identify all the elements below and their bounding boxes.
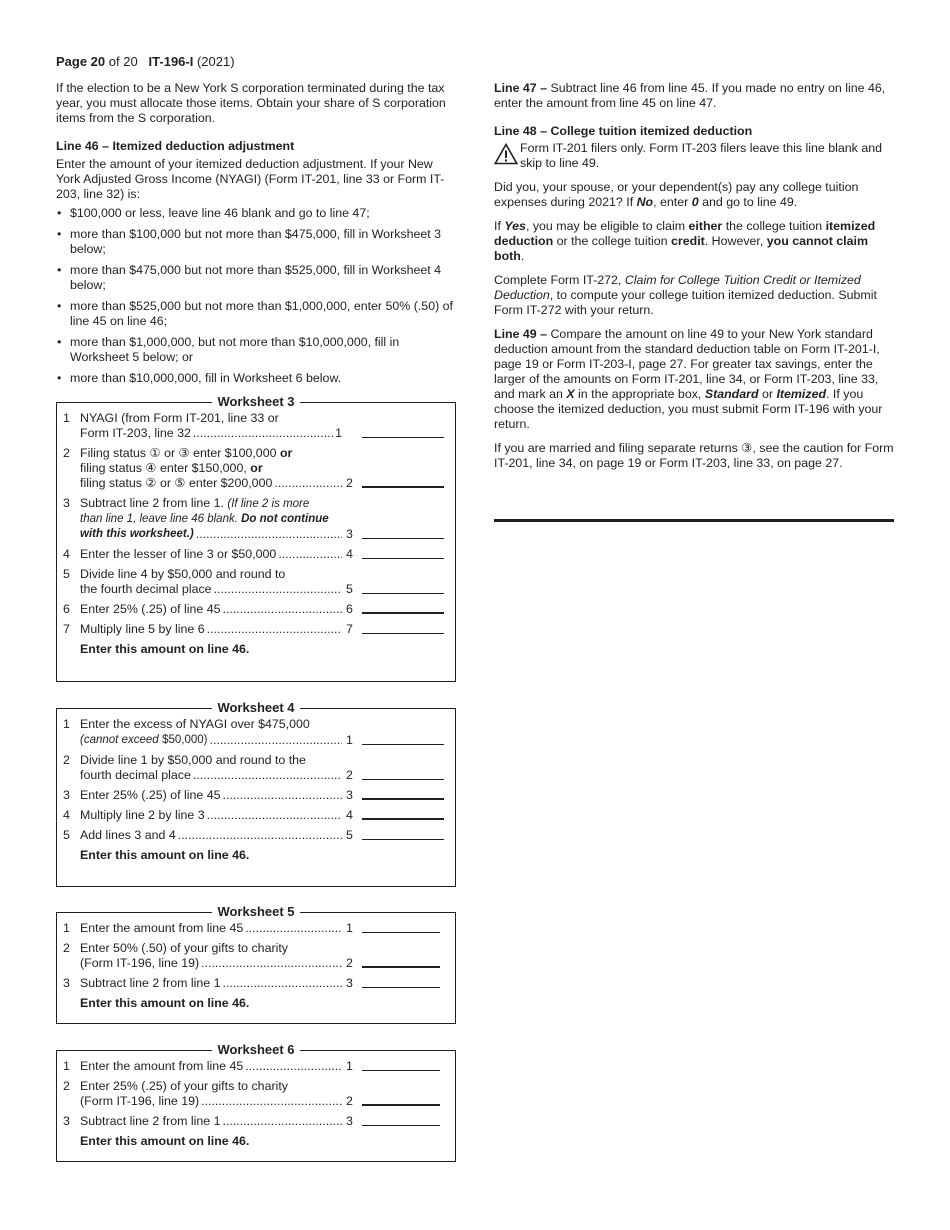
- s-corp-intro: If the election to be a New York S corporation terminated during the tax year, you must allocate those items. Obtain your share of S corporation items from the S corporation.: [56, 81, 446, 125]
- bullet-item: • more than $100,000 but not more than $475,000, fill in Worksheet 3 below;: [56, 227, 456, 257]
- worksheet-line: 2 Enter 25% (.25) of your gifts to charity (Form IT-196, line 19) ..... 2: [63, 1079, 449, 1109]
- amount-entry[interactable]: [362, 965, 440, 968]
- tuition-question: Did you, your spouse, or your dependent(s) pay any college tuition expenses during 2021? If No, enter 0 and go to line 49.: [494, 180, 859, 209]
- warning-triangle-icon: [494, 141, 520, 169]
- worksheet-4: [56, 700, 456, 887]
- worksheet-line: 4 Multiply line 2 by line 3 ..... 4: [63, 808, 449, 823]
- line48-heading: Line 48 – College tuition itemized deduction: [494, 124, 753, 138]
- enter-on-line-46: Enter this amount on line 46.: [80, 1134, 250, 1148]
- nyagi-bullets: [56, 206, 456, 386]
- amount-entry[interactable]: [362, 1069, 440, 1071]
- worksheet-line: 4 Enter the lesser of line 3 or $50,000 ..... 4: [63, 547, 449, 562]
- worksheet-line: 2 Divide line 1 by $50,000 and round to the fourth decimal place ..... 2: [63, 753, 449, 783]
- worksheet-6: [56, 1042, 456, 1162]
- it272-paragraph: Complete Form IT-272, Claim for College Tuition Credit or Itemized Deduction, to compute your college tuition itemized deduction. Submit Form IT-272 with your return.: [494, 273, 877, 317]
- worksheet-line: 3 Subtract line 2 from line 1. (If line 2 is more than line 1, leave line 46 blank. Do not continue with this worksheet.) ..... 3: [63, 496, 449, 542]
- bullet-item: • more than $525,000 but not more than $1,000,000, enter 50% (.50) of line 45 on line 46;: [56, 299, 456, 329]
- page-number: Page 20: [56, 54, 106, 69]
- section-end-rule: [494, 519, 894, 522]
- amount-entry[interactable]: [362, 632, 444, 634]
- worksheet-line: 2 Enter 50% (.50) of your gifts to charity (Form IT-196, line 19) ..... 2: [63, 941, 449, 971]
- worksheet-line: 6 Enter 25% (.25) of line 45 ..... 6: [63, 602, 449, 617]
- worksheet-line: 7 Multiply line 5 by line 6 ..... 7: [63, 622, 449, 637]
- amount-entry[interactable]: [362, 838, 444, 840]
- worksheet-line: 3 Enter 25% (.25) of line 45 ..... 3: [63, 788, 449, 803]
- worksheet-title: Worksheet 5: [212, 904, 299, 919]
- amount-entry[interactable]: [362, 986, 440, 988]
- form-number: IT-196-I: [148, 54, 194, 69]
- amount-entry[interactable]: [362, 1124, 440, 1126]
- worksheet-line: 1 Enter the excess of NYAGI over $475,000 (cannot exceed $50,000) ..... 1: [63, 717, 449, 748]
- enter-on-line-46: Enter this amount on line 46.: [80, 848, 250, 862]
- worksheet-line: 5 Divide line 4 by $50,000 and round to the fourth decimal place ..... 5: [63, 567, 449, 597]
- amount-entry[interactable]: [362, 1103, 440, 1106]
- worksheet-line: 3 Subtract line 2 from line 1 ..... 3: [63, 976, 449, 991]
- worksheet-line: 2 Filing status ① or ③ enter $100,000 or filing status ④ enter $150,000, or filing status ② or ⑤ enter $200,000 ..... 2: [63, 446, 449, 491]
- left-column: [56, 81, 456, 392]
- amount-entry[interactable]: [362, 931, 440, 933]
- page-of: of 20: [108, 54, 138, 69]
- amount-entry[interactable]: [362, 557, 444, 559]
- worksheet-line: 1 Enter the amount from line 45 ..... 1: [63, 1059, 449, 1074]
- amount-entry[interactable]: [362, 592, 444, 594]
- worksheet-title: Worksheet 3: [212, 394, 299, 409]
- amount-entry[interactable]: [362, 778, 444, 780]
- worksheet-3: [56, 394, 456, 682]
- line47-paragraph: Line 47 – Subtract line 46 from line 45. If you made no entry on line 46, enter the amount from line 45 on line 47.: [494, 81, 886, 110]
- enter-on-line-46: Enter this amount on line 46.: [80, 996, 250, 1010]
- worksheet-line: 1 NYAGI (from Form IT-201, line 33 or Form IT-203, line 32 ..... 1: [63, 411, 449, 441]
- amount-entry[interactable]: [362, 436, 444, 438]
- amount-entry[interactable]: [362, 743, 444, 745]
- line46-text: Enter the amount of your itemized deduction adjustment. If your New York Adjusted Gross Income (NYAGI) (Form IT-201, line 33 or Form IT-203, line 32) is:: [56, 157, 445, 201]
- bullet-item: • more than $10,000,000, fill in Worksheet 6 below.: [56, 371, 456, 386]
- married-separate-paragraph: If you are married and filing separate returns ③, see the caution for Form IT-201, line 34, on page 19 or Form IT-203, line 33, on page 27.: [494, 441, 894, 470]
- amount-entry[interactable]: [362, 817, 444, 820]
- worksheet-line: 3 Subtract line 2 from line 1 ..... 3: [63, 1114, 449, 1129]
- form-year: (2021): [196, 54, 235, 69]
- amount-entry[interactable]: [362, 611, 444, 614]
- right-column: [494, 81, 894, 480]
- worksheet-title: Worksheet 4: [212, 700, 299, 715]
- line49-paragraph: Line 49 – Compare the amount on line 49 to your New York standard deduction amount from the standard deduction table on Form IT-201-I, page 19 or Form IT-203-I, page 27. For greater tax savings, enter the larger of the amounts on Form IT-201, line 34, or Form IT-203, line 33, and mark an X in the appropriate box, Standard or Itemized. If you choose the itemized deduction, you must submit Form IT-196 with your return.: [494, 327, 883, 431]
- worksheet-line: 5 Add lines 3 and 4 ..... 5: [63, 828, 449, 843]
- worksheet-title: Worksheet 6: [212, 1042, 299, 1057]
- line48-caution: Form IT-201 filers only. Form IT-203 filers leave this line blank and skip to line 49.: [494, 141, 894, 171]
- amount-entry[interactable]: [362, 797, 444, 800]
- bullet-item: • more than $475,000 but not more than $525,000, fill in Worksheet 4 below;: [56, 263, 456, 293]
- worksheet-5: [56, 904, 456, 1024]
- tuition-yes: If Yes, you may be eligible to claim either the college tuition itemized deduction or the college tuition credit. However, you cannot claim both.: [494, 219, 876, 263]
- enter-on-line-46: Enter this amount on line 46.: [80, 642, 250, 656]
- amount-entry[interactable]: [362, 485, 444, 488]
- page-header: [56, 54, 235, 69]
- amount-entry[interactable]: [362, 537, 444, 539]
- line46-heading: Line 46 – Itemized deduction adjustment: [56, 139, 295, 153]
- bullet-item: • more than $1,000,000, but not more than $10,000,000, fill in Worksheet 5 below; or: [56, 335, 456, 365]
- worksheet-line: 1 Enter the amount from line 45 ..... 1: [63, 921, 449, 936]
- bullet-item: • $100,000 or less, leave line 46 blank and go to line 47;: [56, 206, 456, 221]
